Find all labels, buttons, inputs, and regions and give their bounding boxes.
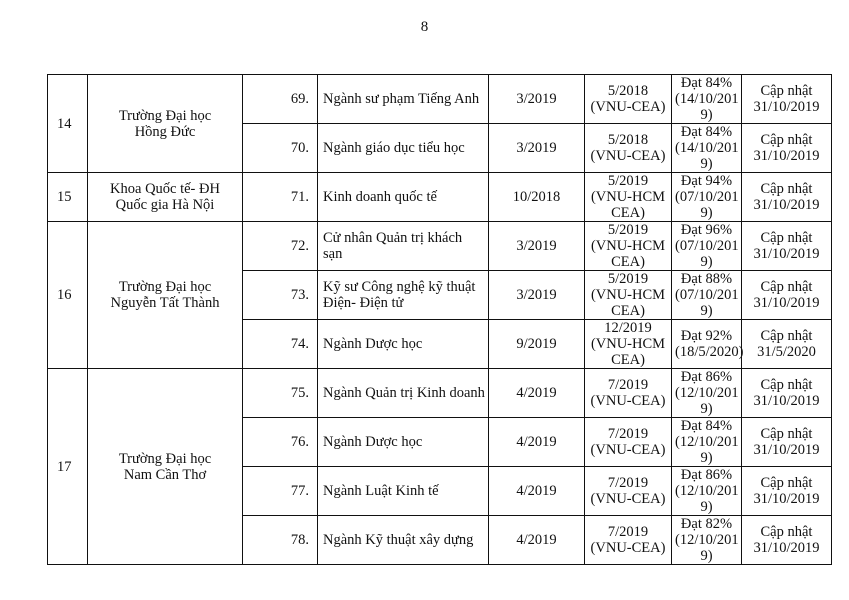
program-index: 76. [243,418,318,467]
self-assessment-date: 4/2019 [489,418,585,467]
program-name: Ngành giáo dục tiểu học [318,124,489,173]
program-index: 75. [243,369,318,418]
self-assessment-date: 3/2019 [489,271,585,320]
accreditation-result: Đạt 94% (07/10/201 9) [672,173,742,222]
evaluation-info: 5/2018 (VNU-CEA) [585,75,672,124]
accreditation-result: Đạt 82% (12/10/201 9) [672,516,742,565]
accreditation-result: Đạt 86% (12/10/201 9) [672,369,742,418]
update-status: Cập nhật 31/10/2019 [742,516,832,565]
evaluation-info: 7/2019 (VNU-CEA) [585,467,672,516]
self-assessment-date: 3/2019 [489,222,585,271]
institution-number: 16 [48,222,88,369]
accreditation-result: Đạt 84% (14/10/201 9) [672,124,742,173]
institution-name: Trường Đại học Hồng Đức [88,75,243,173]
accreditation-result: Đạt 86% (12/10/201 9) [672,467,742,516]
table-row [48,369,832,418]
evaluation-info: 5/2019 (VNU-HCM CEA) [585,271,672,320]
program-name: Ngành sư phạm Tiếng Anh [318,75,489,124]
program-name: Ngành Dược học [318,320,489,369]
update-status: Cập nhật 31/5/2020 [742,320,832,369]
evaluation-info: 12/2019 (VNU-HCM CEA) [585,320,672,369]
update-status: Cập nhật 31/10/2019 [742,222,832,271]
program-index: 78. [243,516,318,565]
table-row [48,222,832,271]
institution-number: 15 [48,173,88,222]
accreditation-result: Đạt 88% (07/10/201 9) [672,271,742,320]
program-name: Kỹ sư Công nghệ kỹ thuật Điện- Điện tử [318,271,489,320]
program-index: 74. [243,320,318,369]
program-name: Ngành Luật Kinh tế [318,467,489,516]
program-name: Cử nhân Quản trị khách sạn [318,222,489,271]
self-assessment-date: 4/2019 [489,516,585,565]
program-index: 77. [243,467,318,516]
self-assessment-date: 10/2018 [489,173,585,222]
update-status: Cập nhật 31/10/2019 [742,418,832,467]
update-status: Cập nhật 31/10/2019 [742,369,832,418]
self-assessment-date: 4/2019 [489,369,585,418]
self-assessment-date: 9/2019 [489,320,585,369]
evaluation-info: 5/2019 (VNU-HCM CEA) [585,222,672,271]
program-name: Kinh doanh quốc tế [318,173,489,222]
program-index: 72. [243,222,318,271]
update-status: Cập nhật 31/10/2019 [742,467,832,516]
table-row [48,75,832,124]
accreditation-result: Đạt 96% (07/10/201 9) [672,222,742,271]
accreditation-result: Đạt 84% (12/10/201 9) [672,418,742,467]
self-assessment-date: 3/2019 [489,75,585,124]
institution-name: Trường Đại học Nguyễn Tất Thành [88,222,243,369]
update-status: Cập nhật 31/10/2019 [742,271,832,320]
program-index: 73. [243,271,318,320]
program-name: Ngành Quản trị Kinh doanh [318,369,489,418]
program-name: Ngành Dược học [318,418,489,467]
update-status: Cập nhật 31/10/2019 [742,75,832,124]
accreditation-table [47,74,832,565]
table-row [48,173,832,222]
program-index: 70. [243,124,318,173]
self-assessment-date: 4/2019 [489,467,585,516]
evaluation-info: 7/2019 (VNU-CEA) [585,418,672,467]
page-number: 8 [420,19,429,35]
update-status: Cập nhật 31/10/2019 [742,124,832,173]
evaluation-info: 7/2019 (VNU-CEA) [585,516,672,565]
evaluation-info: 5/2018 (VNU-CEA) [585,124,672,173]
program-index: 71. [243,173,318,222]
institution-number: 14 [48,75,88,173]
evaluation-info: 5/2019 (VNU-HCM CEA) [585,173,672,222]
program-index: 69. [243,75,318,124]
program-name: Ngành Kỹ thuật xây dựng [318,516,489,565]
institution-name: Trường Đại học Nam Cần Thơ [88,369,243,565]
update-status: Cập nhật 31/10/2019 [742,173,832,222]
institution-name: Khoa Quốc tế- ĐH Quốc gia Hà Nội [88,173,243,222]
evaluation-info: 7/2019 (VNU-CEA) [585,369,672,418]
institution-number: 17 [48,369,88,565]
accreditation-result: Đạt 84% (14/10/201 9) [672,75,742,124]
self-assessment-date: 3/2019 [489,124,585,173]
accreditation-result: Đạt 92% (18/5/2020) [672,320,742,369]
